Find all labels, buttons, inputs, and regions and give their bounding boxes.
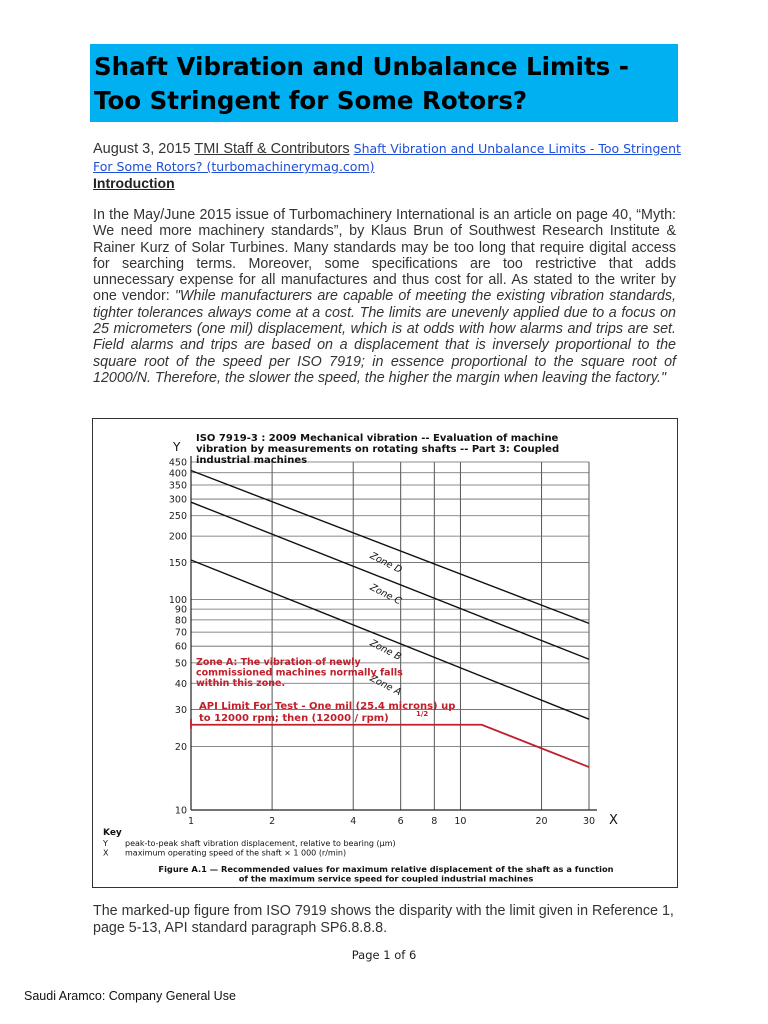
y-tick-label: 20 bbox=[174, 742, 187, 754]
figure-title-line: ISO 7919-3 : 2009 Mechanical vibration -- Evaluation of machine bbox=[196, 433, 559, 444]
y-tick-label: 350 bbox=[168, 480, 187, 492]
api-exponent: 1/2 bbox=[416, 710, 429, 718]
x-tick-label: 2 bbox=[269, 816, 276, 827]
page-number: Page 1 of 6 bbox=[351, 948, 417, 962]
api-note-line: API Limit For Test - One mil (25.4 microns) up bbox=[199, 701, 456, 712]
figure-caption-line: Figure A.1 — Recommended values for maximum relative displacement of the shaft as a function bbox=[158, 864, 614, 874]
x-tick-label: 20 bbox=[535, 816, 548, 827]
x-tick-label: 10 bbox=[454, 816, 467, 827]
x-tick-label: 1 bbox=[187, 816, 195, 827]
y-tick-label: 80 bbox=[174, 615, 187, 627]
x-tick-label: 4 bbox=[350, 816, 357, 827]
y-tick-label: 400 bbox=[168, 468, 187, 480]
title-line-1: Shaft Vibration and Unbalance Limits - bbox=[94, 52, 629, 81]
key-text: maximum operating speed of the shaft × 1 000 (r/min) bbox=[125, 848, 347, 858]
intro-text: In the May/June 2015 issue of Turbomachinery International is an article on page 40, “Myth: We need more machinery standards”, by Klaus Brun of Southwest Research Institute & Rainer Kurz of Solar Turbines. Many standards may be too long that require digital access for searching terms. Moreover, some specifications are too restrictive that adds unnecessary expense for all manufactures and thus cost for all. As stated to the writer by one vendor: bbox=[93, 207, 676, 305]
section-heading: Introduction bbox=[93, 175, 175, 191]
key-text: peak-to-peak shaft vibration displacement, relative to bearing (μm) bbox=[125, 839, 396, 848]
x-axis-letter: X bbox=[609, 813, 618, 828]
y-tick-label: 70 bbox=[174, 627, 187, 639]
vendor-quote: "While manufacturers are capable of meeting the existing vibration standards, tighter tolerances always come at a cost. The limits are unevenly applied due to a focus on 25 micrometers (one mil) displacement, which is at odds with how alarms and trips are set. Field alarms and trips are based on a displacement that is inversely proportional to the square root of the speed per ISO 7919; in essence proportional to the square root of 12000/N. Therefore, the slower the speed, the higher the margin when leaving the factory." bbox=[93, 288, 676, 386]
zone-a-note-line: commissioned machines normally falls bbox=[196, 667, 403, 679]
y-tick-label: 30 bbox=[174, 705, 187, 717]
x-tick-label: 30 bbox=[582, 816, 596, 827]
y-tick-label: 300 bbox=[168, 494, 187, 506]
series-line-api bbox=[191, 725, 589, 767]
y-tick-label: 90 bbox=[174, 604, 187, 616]
y-tick-label: 40 bbox=[174, 678, 187, 690]
zone-label: Zone D bbox=[367, 550, 404, 576]
key-title: Key bbox=[103, 828, 122, 838]
figure-title-line: industrial machines bbox=[196, 455, 308, 466]
zone-a-note-line: within this zone. bbox=[196, 678, 286, 689]
source-link[interactable]: Shaft Vibration and Unbalance Limits - Too Stringent For Some Rotors? (turbomachinerymag.com) bbox=[93, 141, 681, 174]
y-tick-label: 200 bbox=[168, 531, 187, 543]
x-tick-label: 8 bbox=[431, 816, 438, 827]
iso-figure bbox=[92, 418, 678, 888]
y-tick-label: 60 bbox=[174, 641, 187, 653]
x-tick-label: 6 bbox=[397, 816, 404, 827]
series-line-zone-c bbox=[191, 502, 589, 659]
series-line-zone-b bbox=[191, 560, 589, 719]
zone-label: Zone A bbox=[367, 672, 403, 699]
key-letter: Y bbox=[103, 839, 108, 848]
key-letter: X bbox=[103, 848, 109, 858]
zone-label: Zone C bbox=[367, 581, 404, 608]
y-tick-label: 10 bbox=[174, 805, 187, 817]
author-link[interactable]: TMI Staff & Contributors bbox=[194, 141, 350, 157]
figure-caption-line: of the maximum service speed for coupled industrial machines bbox=[238, 873, 534, 884]
y-tick-label: 50 bbox=[174, 658, 187, 670]
grid-layer bbox=[191, 456, 597, 810]
article-meta bbox=[93, 140, 683, 176]
classification-footer: Saudi Aramco: Company General Use bbox=[24, 989, 236, 1003]
zone-a-note-line: Zone A: The vibration of newly bbox=[196, 657, 361, 668]
title-line-2: Too Stringent for Some Rotors? bbox=[94, 86, 528, 115]
publish-date: August 3, 2015 bbox=[93, 141, 191, 157]
zone-label: Zone B bbox=[367, 637, 404, 663]
figure-title-line: vibration by measurements on rotating shafts -- Part 3: Coupled bbox=[196, 444, 560, 455]
y-axis-letter: Y bbox=[173, 440, 181, 454]
y-tick-label: 450 bbox=[168, 457, 187, 469]
y-tick-label: 100 bbox=[168, 595, 187, 607]
title-banner bbox=[90, 44, 678, 122]
y-tick-label: 150 bbox=[168, 557, 187, 569]
intro-paragraph bbox=[93, 207, 676, 386]
after-figure-text: The marked-up figure from ISO 7919 shows the disparity with the limit given in Reference 1, page 5-13, API standard paragraph SP6.8.8.8. bbox=[93, 903, 674, 936]
api-note-line: to 12000 rpm; then (12000 / rpm) bbox=[199, 713, 389, 724]
vibration-chart bbox=[93, 419, 679, 889]
y-tick-label: 250 bbox=[168, 511, 187, 523]
